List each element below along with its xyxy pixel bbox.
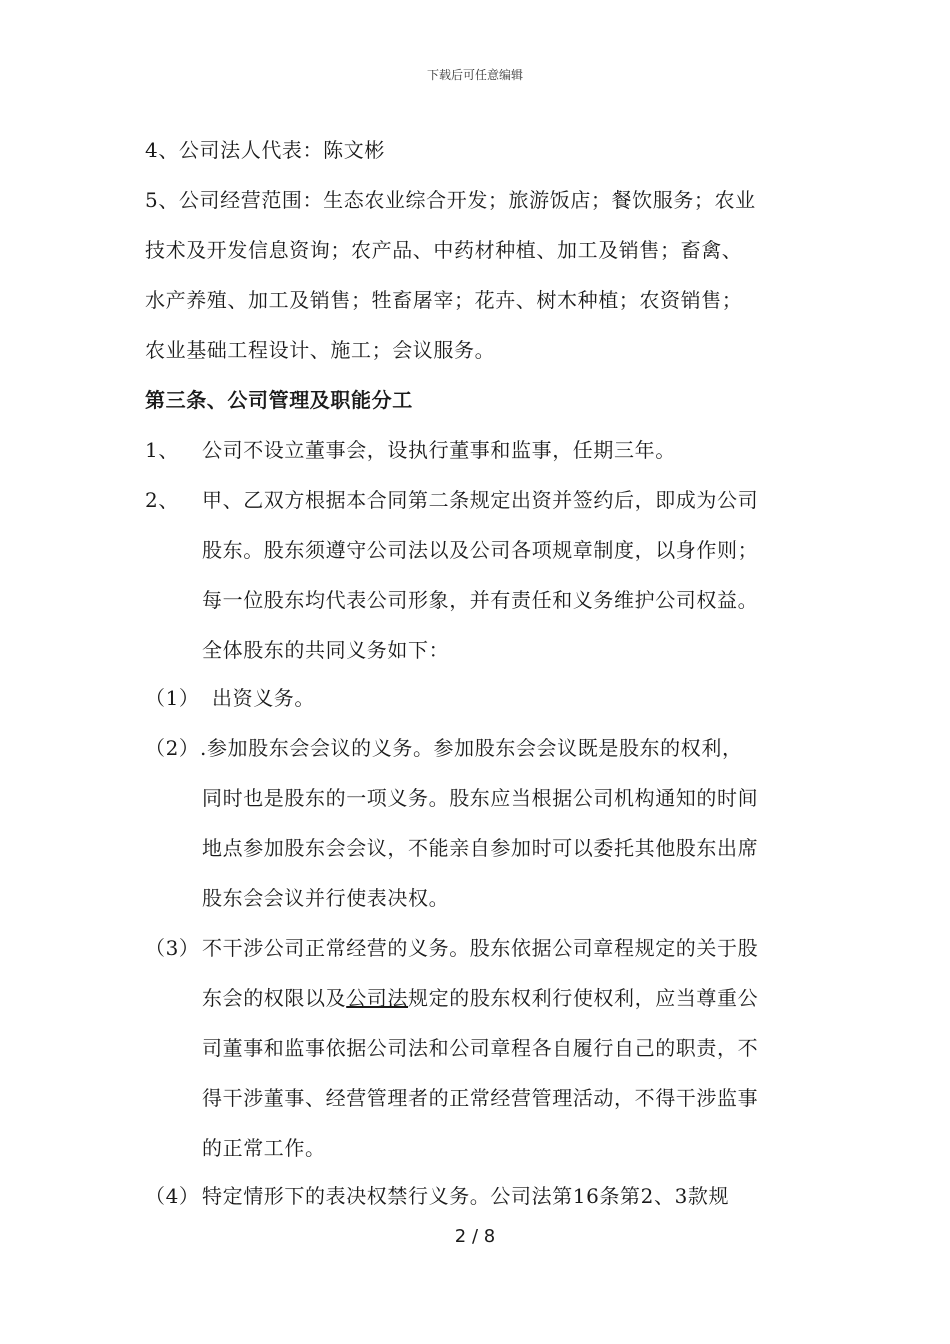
duty-4-number: （4） [145,1184,200,1208]
duty-2-text-4: 股东会会议并行使表决权。 [202,886,450,910]
clause-2-text-2: 股东。股东须遵守公司法以及公司各项规章制度，以身作则； [202,538,759,562]
duty-3-text-3: 司董事和监事依据公司法和公司章程各自履行自己的职责，不 [202,1036,759,1060]
legal-rep-line: 4、公司法人代表：陈文彬 [145,138,385,162]
company-law-link[interactable]: 公司法 [346,986,409,1010]
duty-3-number: （3） [145,936,200,960]
clause-2-text-4: 全体股东的共同义务如下： [202,638,450,662]
duty-1-text: 出资义务。 [212,686,315,710]
scope-line-3: 水产养殖、加工及销售；牲畜屠宰；花卉、树木种植；农资销售； [145,288,743,312]
page-header-note: 下载后可任意编辑 [426,68,523,82]
clause-2-text-1: 甲、乙双方根据本合同第二条规定出资并签约后，即成为公司 [202,488,759,512]
duty-3-text-2 [202,984,758,1012]
duty-3-text-5: 的正常工作。 [202,1136,326,1160]
page-number: 2 / 8 [454,1226,496,1247]
clause-2-number: 2、 [145,488,179,512]
duty-3-text-2-post: 规定的股东权利行使权利，应当尊重公 [408,986,759,1010]
scope-line-1: 5、公司经营范围：生态农业综合开发；旅游饭店；餐饮服务；农业 [145,188,756,212]
scope-line-2: 技术及开发信息资询；农产品、中药材种植、加工及销售；畜禽、 [145,238,743,262]
section-heading: 第三条、公司管理及职能分工 [145,388,413,412]
duty-4-text-1: 特定情形下的表决权禁行义务。公司法第16条第2、3款规 [202,1184,730,1208]
duty-3-text-4: 得干涉董事、经营管理者的正常经营管理活动，不得干涉监事 [202,1086,759,1110]
duty-3-text-1: 不干涉公司正常经营的义务。股东依据公司章程规定的关于股 [202,936,759,960]
duty-1-number: （1） [145,686,200,710]
scope-line-4: 农业基础工程设计、施工；会议服务。 [145,338,496,362]
duty-2-text-3: 地点参加股东会会议，不能亲自参加时可以委托其他股东出席 [202,836,759,860]
clause-2-text-3: 每一位股东均代表公司形象，并有责任和义务维护公司权益。 [202,588,759,612]
duty-2-text-1: .参加股东会会议的义务。参加股东会会议既是股东的权利， [200,736,743,760]
duty-3-text-2-pre: 东会的权限以及 [202,986,347,1010]
duty-2-number: （2） [145,736,200,760]
duty-2-text-2: 同时也是股东的一项义务。股东应当根据公司机构通知的时间 [202,786,759,810]
clause-1-number: 1、 [145,438,179,462]
clause-1-text: 公司不设立董事会，设执行董事和监事，任期三年。 [202,438,676,462]
